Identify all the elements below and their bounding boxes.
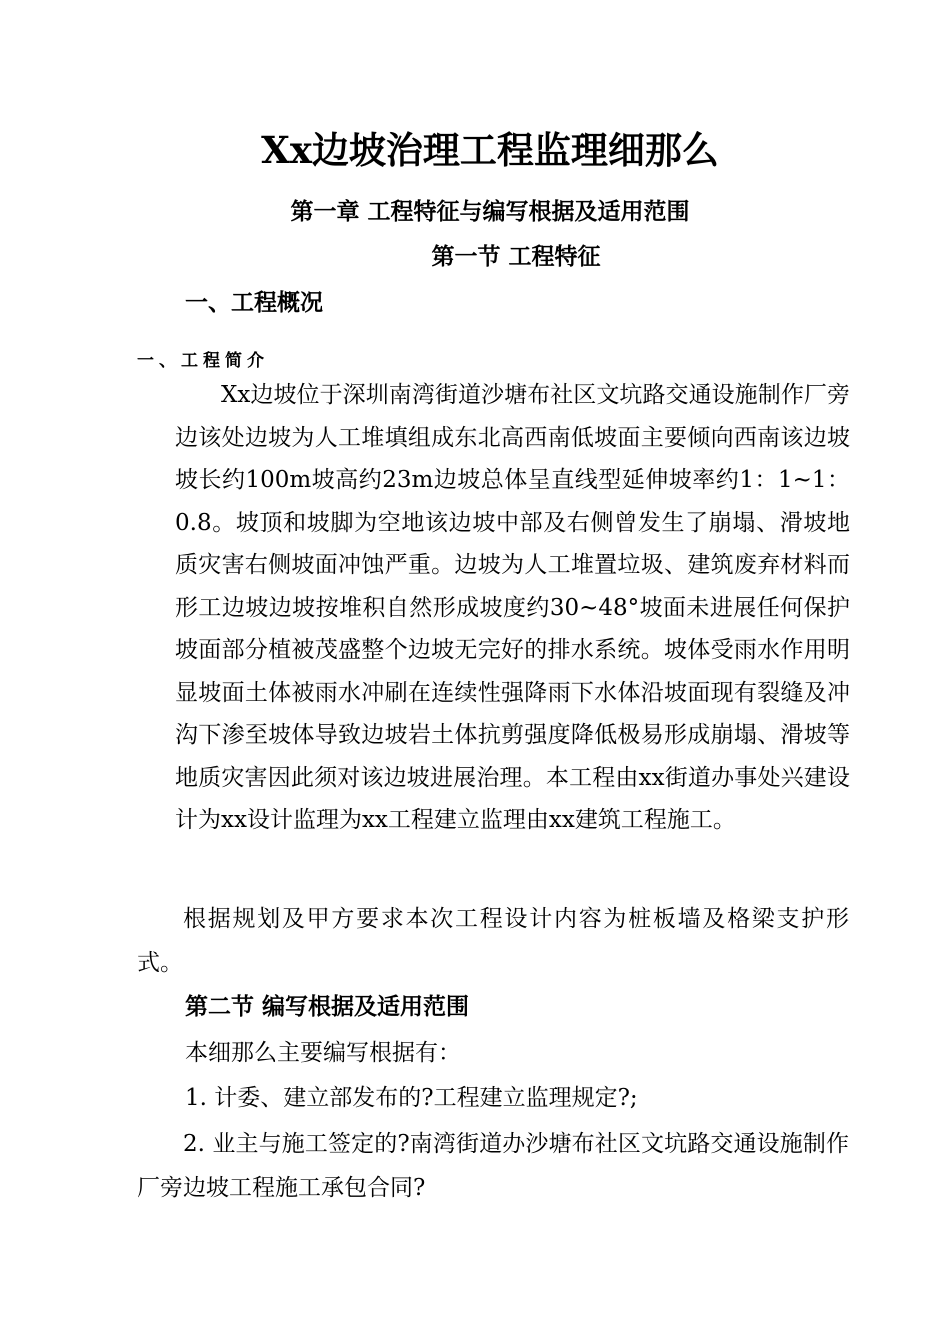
basis-intro: 本细那么主要编写根据有： [185,1040,461,1066]
document-title: Xx边坡治理工程监理细那么 [261,128,719,172]
sub-heading-introduction: 一、工程简介 [137,351,269,371]
body-paragraph-1: Xx边坡位于深圳南湾街道沙塘布社区文坑路交通设施制作厂旁边该处边坡为人工堆填组成东北高西南低坡面主要倾向西南该边坡坡长约100m坡高约23m边坡总体呈直线型延伸坡率约1：1~1：0.8。坡顶和坡脚为空地该边坡中部及右侧曾发生了崩塌、滑坡地质灾害右侧坡面冲蚀严重。边坡为人工堆置垃圾、建筑废弃材料而形工边坡边坡按堆积自然形成坡度约30~48°坡面未进展任何保护坡面部分植被茂盛整个边坡无完好的排水系统。坡体受雨水作用明显坡面土体被雨水冲刷在连续性强降雨下水体沿坡面现有裂缝及冲沟下渗至坡体导致边坡岩土体抗剪强度降低极易形成崩塌、滑坡等地质灾害因此须对该边坡进展治理。本工程由xx街道办事处兴建设计为xx设计监理为xx工程建立监理由xx建筑工程施工。 [175,382,850,833]
basis-item-1: 1. 计委、建立部发布的?工程建立监理规定?; [185,1085,638,1111]
body-paragraph-2: 根据规划及甲方要求本次工程设计内容为桩板墙及格梁支护形式。 [137,906,849,976]
sub-heading-overview: 一、工程概况 [185,289,323,316]
chapter-heading: 第一章 工程特征与编写根据及适用范围 [290,198,690,225]
section-heading-2: 第二节 编写根据及适用范围 [185,993,470,1020]
basis-item-2: 2. 业主与施工签定的?南湾街道办沙塘布社区文坑路交通设施制作厂旁边坡工程施工承包合同? [137,1131,849,1201]
section-heading-1: 第一节 工程特征 [431,243,601,270]
